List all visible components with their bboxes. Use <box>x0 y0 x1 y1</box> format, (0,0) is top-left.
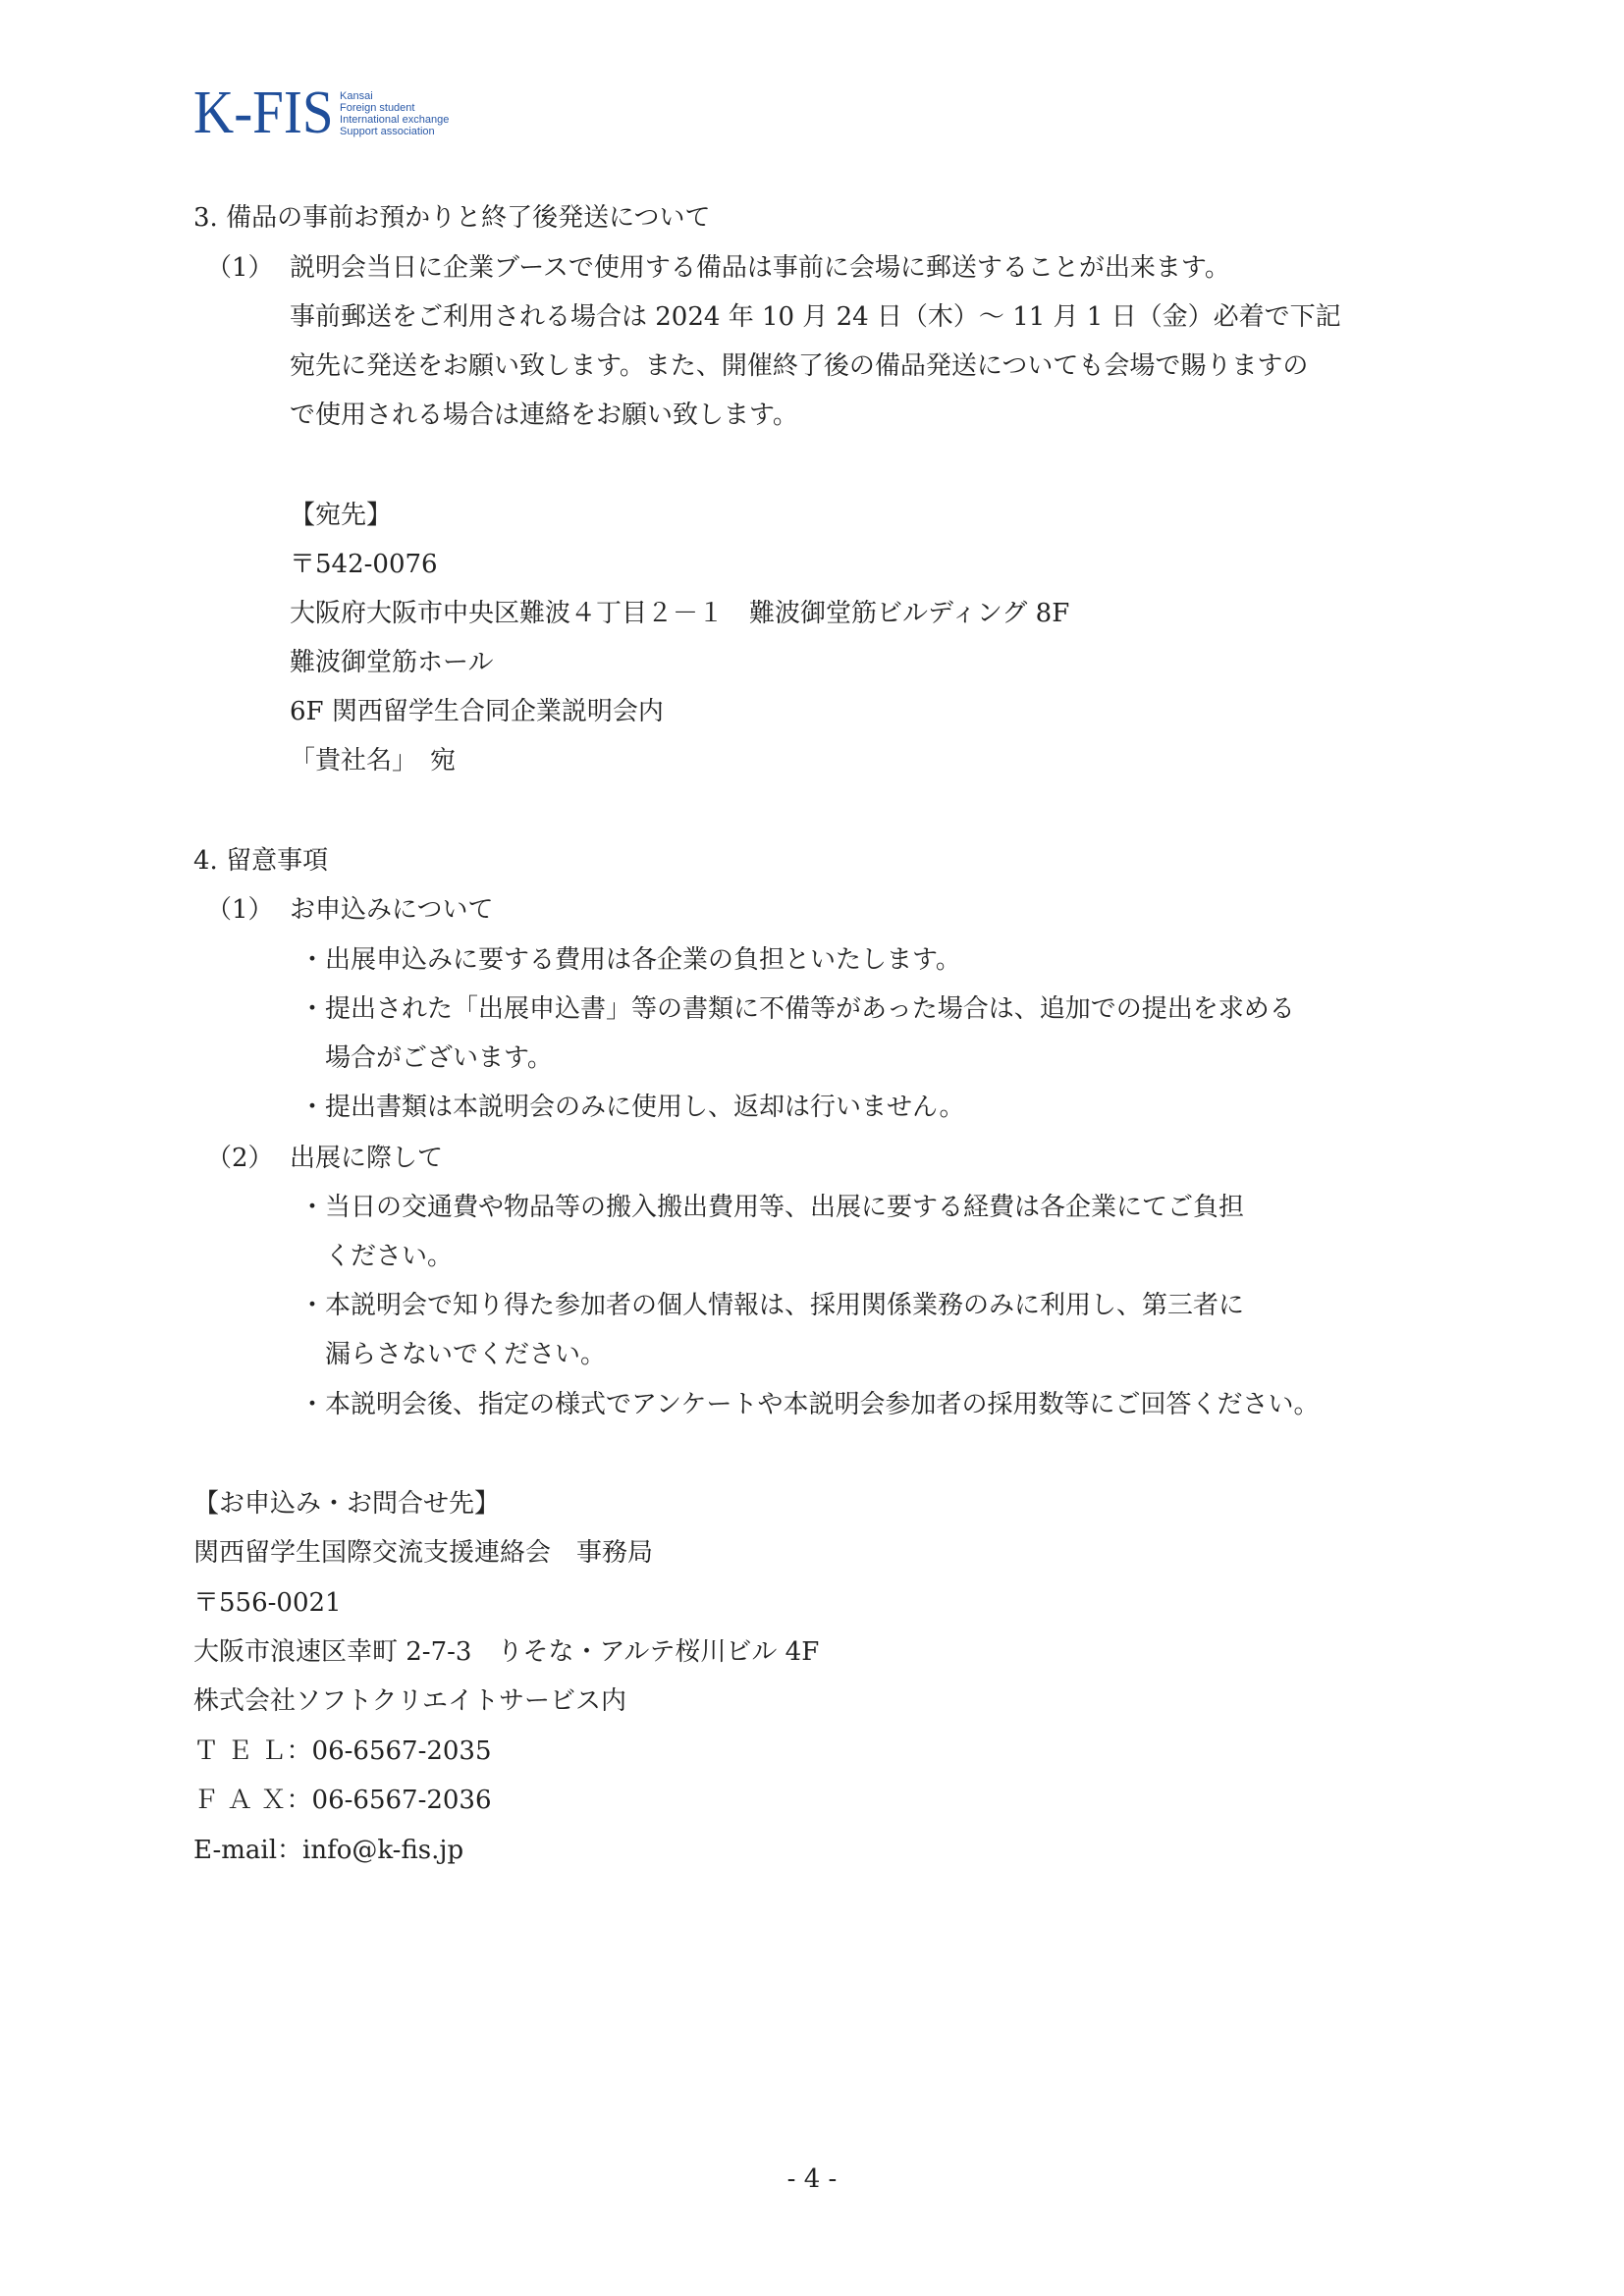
contact-company: 株式会社ソフトクリエイトサービス内 <box>193 1686 626 1716</box>
address-postal-code: 〒542-0076 <box>290 550 438 579</box>
section4-item2-line: ・本説明会で知り得た参加者の個人情報は、採用関係業務のみに利用し、第三者に <box>299 1291 1245 1320</box>
contact-address: 大阪市浪速区幸町 2-7-3 りそな・アルテ桜川ビル 4F <box>193 1637 820 1667</box>
address-hall: 難波御堂筋ホール <box>290 648 494 677</box>
contact-tel: Ｔ Ｅ Ｌ：06-6567-2035 <box>193 1736 492 1766</box>
logo-subtitle-line: Foreign student <box>340 102 415 114</box>
contact-postal-code: 〒556-0021 <box>193 1588 342 1618</box>
section4-item1-line: ・提出書類は本説明会のみに使用し、返却は行いません。 <box>299 1093 965 1122</box>
section4-item1-line: ・提出された「出展申込書」等の書類に不備等があった場合は、追加での提出を求める <box>299 994 1295 1024</box>
address-street: 大阪府大阪市中央区難波４丁目２－１ 難波御堂筋ビルディング 8F <box>290 599 1070 628</box>
contact-fax: Ｆ Ａ Ｘ：06-6567-2036 <box>193 1786 492 1815</box>
logo-subtitle-line: International exchange <box>340 114 450 126</box>
section4-item2-line: ください。 <box>299 1242 454 1271</box>
logo-subtitle <box>340 90 449 137</box>
section3-item1-line: 宛先に発送をお願い致します。また、開催終了後の備品発送についても会場で賜りますの <box>290 351 1309 381</box>
contact-heading: 【お申込み・お問合せ先】 <box>193 1489 501 1519</box>
section4-item1-line: 場合がございます。 <box>299 1043 553 1073</box>
section3-item1-line: 事前郵送をご利用される場合は 2024 年 10 月 24 日（木）～ 11 月 1 日（金）必着で下記 <box>290 302 1341 332</box>
section4-item2-line: 漏らさないでください。 <box>299 1340 607 1369</box>
contact-organization: 関西留学生国際交流支援連絡会 事務局 <box>193 1538 654 1568</box>
logo-subtitle-line: Support association <box>340 126 435 137</box>
section4-item1-number: （1） <box>206 895 274 925</box>
section3-item1-line: 説明会当日に企業ブースで使用する備品は事前に会場に郵送することが出来ます。 <box>290 253 1230 283</box>
section3-item1-number: （1） <box>206 253 274 283</box>
section4-item2-title: 出展に際して <box>290 1144 444 1173</box>
contact-email: E-mail：info@k-fis.jp <box>193 1836 464 1865</box>
section4-heading: 4. 留意事項 <box>193 846 329 876</box>
logo-subtitle-line: Kansai <box>340 90 373 102</box>
section4-item1-line: ・出展申込みに要する費用は各企業の負担といたします。 <box>299 945 961 975</box>
section4-item2-line: ・当日の交通費や物品等の搬入搬出費用等、出展に要する経費は各企業にてご負担 <box>299 1193 1245 1222</box>
section3-item1-line: で使用される場合は連絡をお願い致します。 <box>290 400 798 430</box>
section4-item1-title: お申込みについて <box>290 895 494 925</box>
address-recipient: 「貴社名」 宛 <box>290 746 457 775</box>
address-label: 【宛先】 <box>290 501 393 530</box>
logo-mark: K-FIS <box>193 80 334 146</box>
page-number: - 4 - <box>786 2164 838 2194</box>
section4-item2-line: ・本説明会後、指定の様式でアンケートや本説明会参加者の採用数等にご回答ください。 <box>299 1390 1320 1419</box>
kfis-logo <box>193 80 450 146</box>
section3-heading: 3. 備品の事前お預かりと終了後発送について <box>193 203 711 233</box>
section4-item2-number: （2） <box>206 1144 274 1173</box>
address-floor: 6F 関西留学生合同企業説明会内 <box>290 697 664 726</box>
